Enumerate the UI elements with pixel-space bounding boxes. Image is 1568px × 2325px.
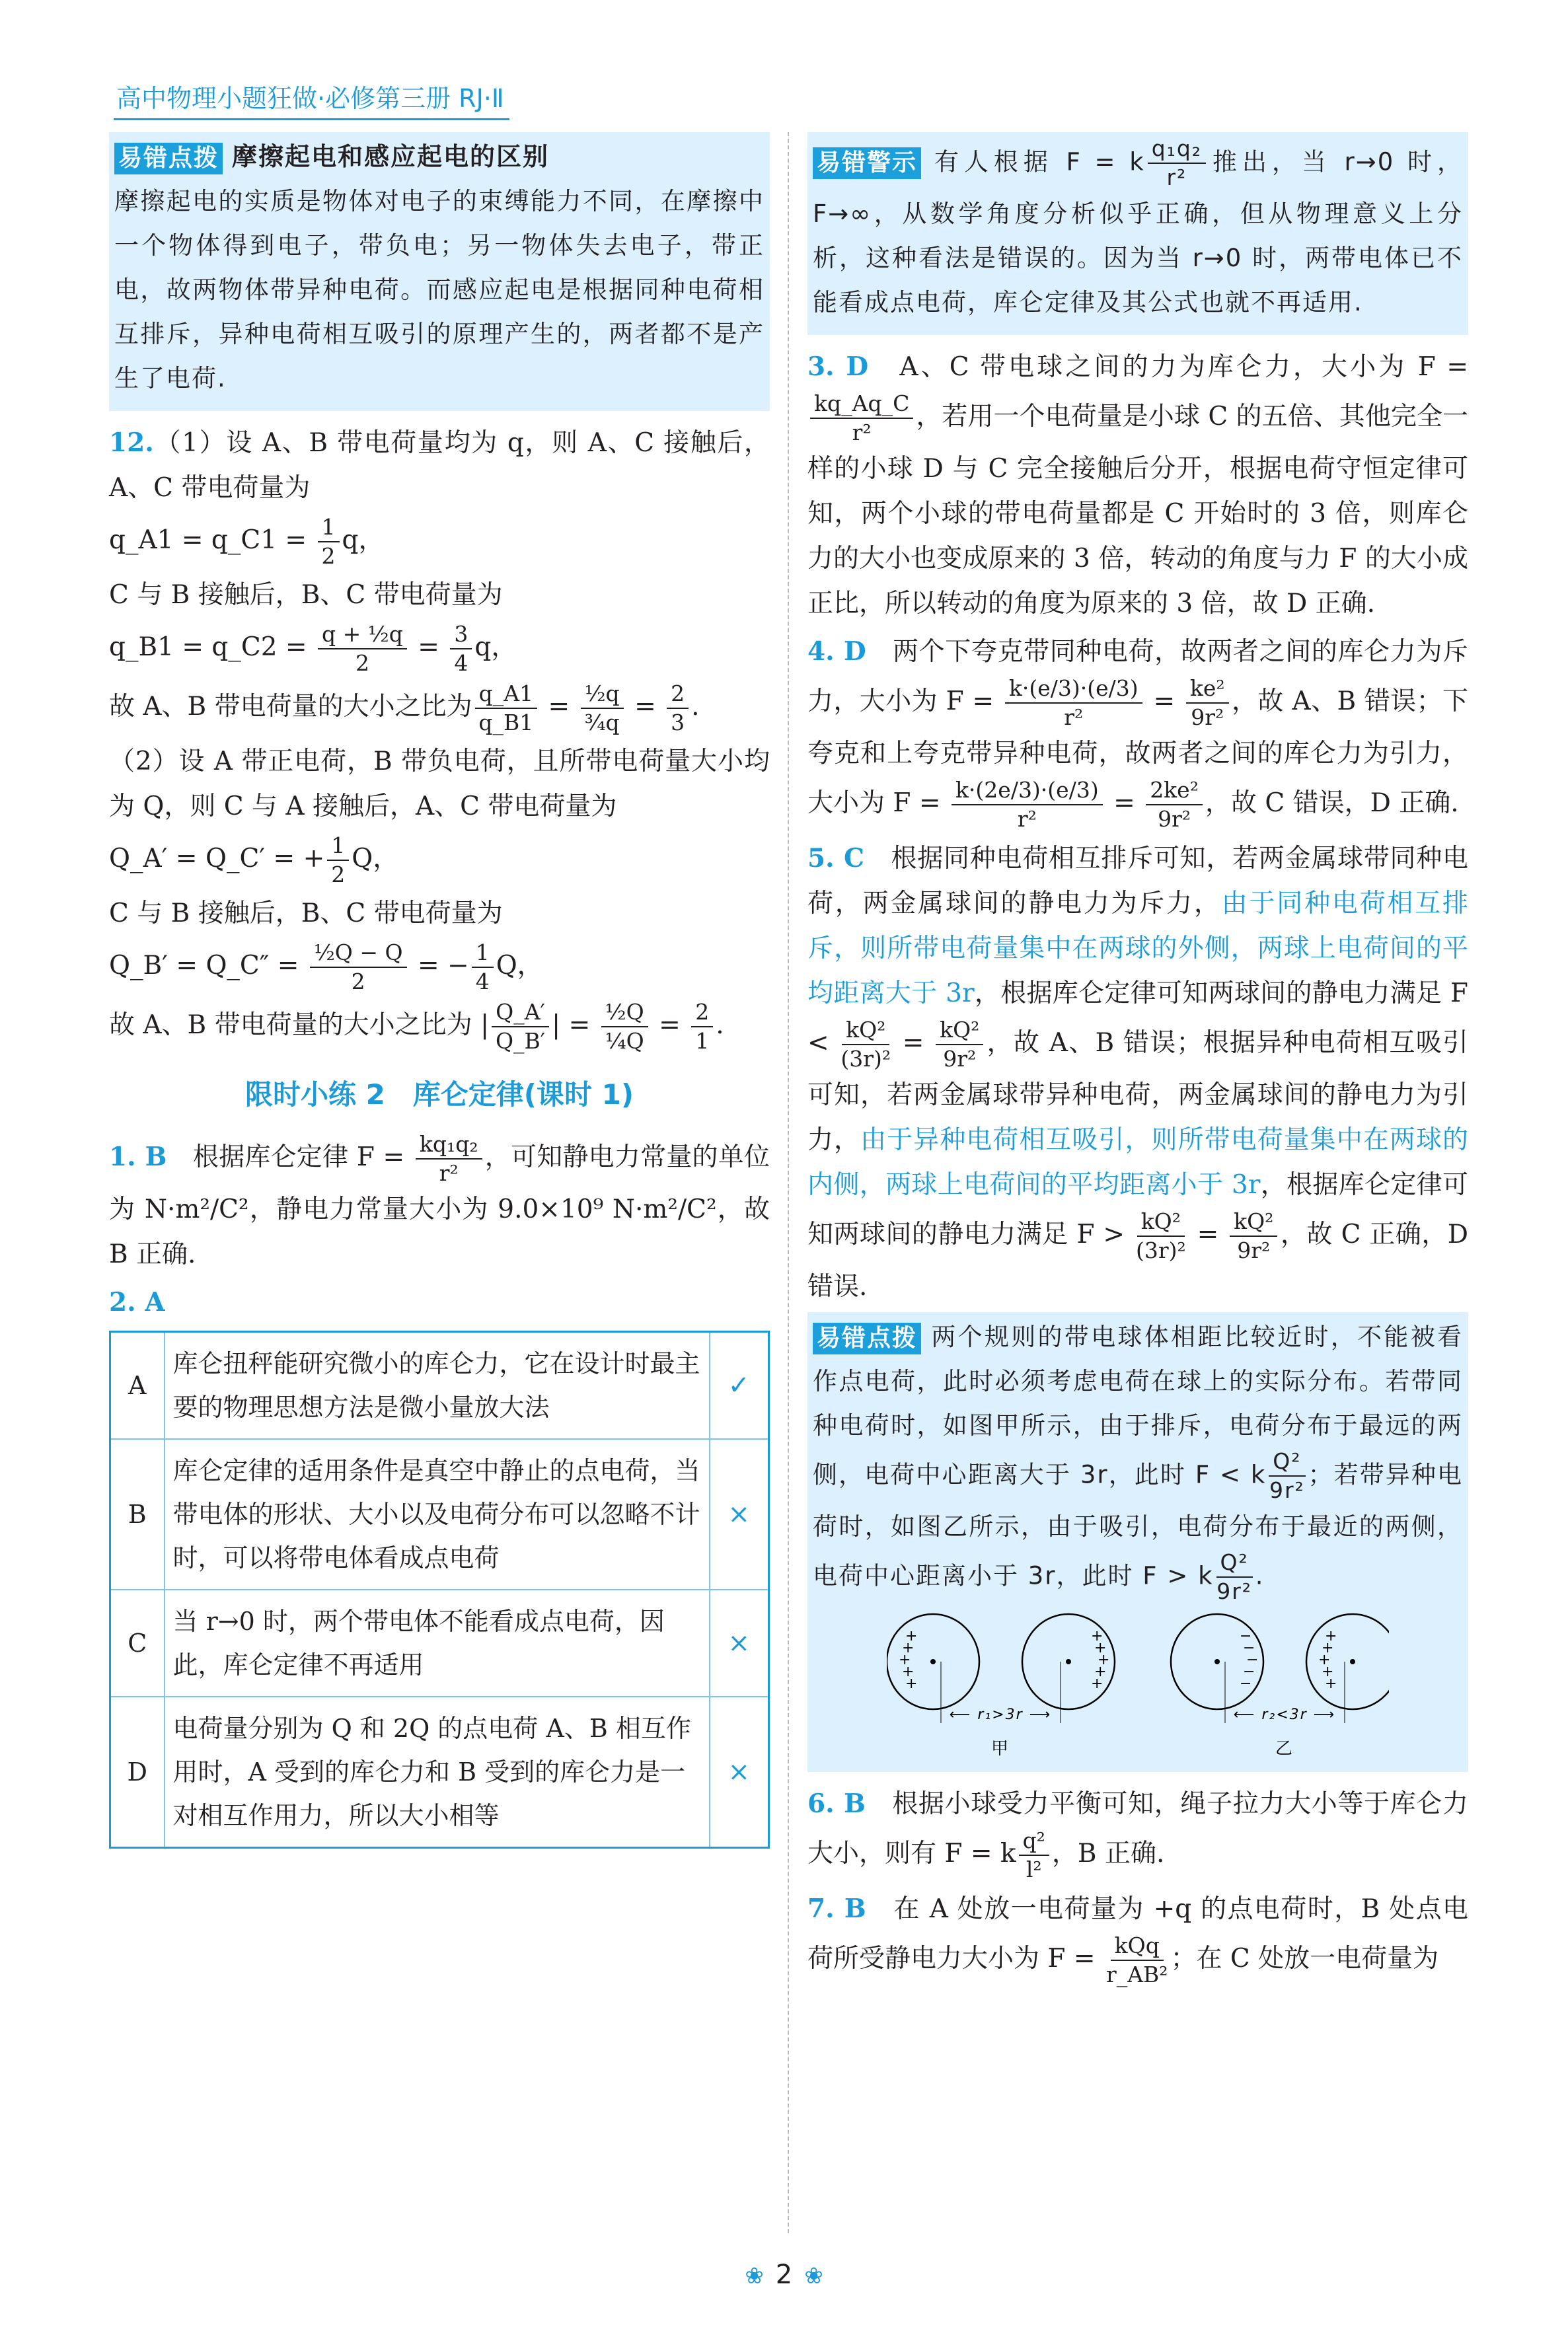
text: ；在 C 处放一电荷量为 (1170, 1944, 1439, 1974)
fraction (581, 680, 624, 737)
tip-heading (114, 135, 765, 179)
answer-label: 4. D (807, 636, 866, 667)
paragraph (109, 420, 770, 511)
fraction (840, 1016, 891, 1073)
sphere-center (1350, 1659, 1355, 1664)
column-divider (788, 132, 789, 2233)
plus-charge: + (1322, 1664, 1335, 1680)
plus-charge: + (902, 1640, 916, 1656)
figure-caption: 甲 (990, 1739, 1010, 1759)
text: C 与 B 接触后，B、C 带电荷量为 (109, 899, 503, 928)
text: 根据库仑定律 F = (167, 1142, 413, 1172)
sphere-center (930, 1659, 936, 1664)
tip-box (807, 1312, 1468, 1772)
text: q， (342, 525, 385, 555)
plus-charge: + (1322, 1640, 1335, 1656)
plus-charge: + (905, 1628, 919, 1644)
denominator: 2 (331, 862, 346, 887)
numerator: Q_A′ (492, 998, 549, 1027)
numerator: k·(2e/3)·(e/3) (952, 776, 1103, 805)
fraction (1005, 675, 1142, 731)
numerator: ½q (581, 680, 624, 709)
paragraph (109, 680, 770, 737)
text: = (893, 1028, 934, 1058)
minus-charge: − (1240, 1676, 1253, 1692)
fraction (492, 998, 549, 1055)
paragraph (109, 998, 770, 1055)
text: 在 A 处放一电荷量为 +q 的点电荷时，B 处点电荷所受静电力大小为 F = (807, 1894, 1468, 1974)
text: q_B1 = q_C2 = (109, 632, 315, 662)
denominator: 4 (454, 650, 468, 676)
numerator: kQ² (936, 1016, 983, 1045)
fraction (472, 939, 494, 996)
answer-label: 2. A (109, 1287, 165, 1317)
paragraph (114, 179, 765, 400)
fraction (310, 939, 407, 996)
numerator: kQ² (1230, 1208, 1277, 1237)
denominator: 9r² (1191, 704, 1224, 730)
text: ，故 C 正确，D 错误. (807, 1220, 1468, 1302)
text: ，故 A、B 错误；根据异种电荷相互吸引可知，若两金属球带异种电荷，两金属球间的静电力为引力， (807, 1028, 1468, 1155)
numerator: ½Q − Q (310, 939, 407, 968)
numerator: 1 (472, 939, 494, 968)
text: . (691, 692, 700, 721)
paragraph (109, 573, 770, 618)
numerator: q + ½q (318, 620, 407, 649)
paragraph (807, 629, 1468, 833)
decor-left-icon: ❀ (745, 2263, 764, 2289)
plus-charge: + (1094, 1664, 1108, 1680)
paragraph (813, 135, 1463, 324)
highlight-text: 由于异种电荷相互吸引，则所带电荷量集中在两球的内侧，两球上电荷间的平均距离小于 3r (807, 1125, 1468, 1200)
check-icon: ✓ (710, 1332, 769, 1440)
option-letter: A (110, 1332, 165, 1440)
option-letter: B (110, 1439, 165, 1590)
text: ，根据库仑定律可知两球间的静电力满足 F > (807, 1170, 1468, 1249)
denominator: r² (1166, 165, 1187, 190)
paragraph (109, 1280, 770, 1325)
text: | = (552, 1010, 599, 1040)
text: C 与 B 接触后，B、C 带电荷量为 (109, 580, 503, 610)
answer-label: 5. C (807, 843, 865, 873)
section-title: 限时小练 2 库仑定律(课时 1) (244, 1078, 634, 1111)
paragraph (109, 939, 770, 996)
text: ；若带异种电荷时，如图乙所示，由于吸引，电荷分布于最近的两侧，电荷中心距离小于 3r，此时 F > k (813, 1460, 1463, 1590)
denominator: 4 (475, 969, 490, 994)
text: 根据同种电荷相互排斥可知，若两金属球带同种电荷，两金属球间的静电力为斥力， (807, 844, 1468, 918)
numerator: kQq (1111, 1932, 1164, 1961)
fraction (318, 620, 407, 677)
text: Q， (352, 844, 399, 873)
cross-icon: × (710, 1590, 769, 1697)
page-footer (0, 2260, 1568, 2290)
text: （2）设 A 带正电荷，B 带负电荷，且所带电荷量大小均为 Q，则 C 与 A 接触后，A、C 带电荷量为 (109, 747, 770, 821)
text: 故 A、B 带电荷量的大小之比为 (109, 692, 472, 721)
sphere-center (1214, 1659, 1220, 1664)
option-analysis: 库仑扭秤能研究微小的库仑力，它在设计时最主要的物理思想方法是微小量放大法 (165, 1332, 710, 1440)
charge-distribution-diagram (887, 1612, 1389, 1764)
left-column (109, 132, 770, 1849)
text: ，故 A、B 错误；下夸克和上夸克带异种电荷，故两者之间的库仑力为引力，大小为 F = (807, 686, 1468, 818)
option-analysis: 电荷量分别为 Q 和 2Q 的点电荷 A、B 相互作用时，A 受到的库仑力和 B 受到的库仑力是一对相互作用力，所以大小相等 (165, 1697, 710, 1848)
text: （1）设 A、B 带电荷量均为 q，则 A、C 接触后，A、C 带电荷量为 (109, 428, 770, 503)
tip-title: 摩擦起电和感应起电的区别 (232, 142, 550, 171)
denominator: 9r² (1158, 806, 1191, 832)
answer-label: 6. B (807, 1789, 866, 1819)
text: 两个下夸克带同种电荷，故两者之间的库仑力为斥力，大小为 F = (807, 637, 1468, 716)
paragraph (109, 739, 770, 829)
cross-icon: × (710, 1697, 769, 1848)
denominator: (3r)² (840, 1046, 891, 1072)
text: = (1144, 686, 1183, 716)
text: ，故 C 错误，D 正确. (1205, 788, 1459, 818)
paragraph (109, 891, 770, 936)
fraction (952, 776, 1103, 833)
fraction (318, 513, 340, 570)
tip-tag: 易错警示 (813, 147, 921, 179)
running-header: 高中物理小题狂做·必修第三册 RJ·Ⅱ (114, 78, 509, 120)
numerator: k·(e/3)·(e/3) (1005, 675, 1142, 704)
numerator: kQ² (1137, 1208, 1185, 1237)
minus-charge: − (1240, 1628, 1253, 1644)
text: 有人根据 F = k (930, 147, 1145, 176)
paragraph (109, 832, 770, 889)
denominator: ¼Q (605, 1028, 644, 1054)
text: A、C 带电球之间的力为库仑力，大小为 F = (868, 352, 1468, 382)
text: Q_A′ = Q_C′ = + (109, 844, 325, 873)
fraction (1019, 1827, 1049, 1884)
text: q_A1 = q_C1 = (109, 525, 315, 555)
paragraph (813, 1315, 1463, 1605)
text: = − (409, 951, 469, 980)
paragraph (109, 1130, 770, 1277)
paragraph (807, 836, 1468, 1310)
text: Q_B′ = Q_C″ = (109, 951, 307, 980)
denominator: 2 (321, 543, 336, 569)
minus-charge: − (1243, 1640, 1257, 1656)
table-row (110, 1439, 769, 1590)
table-row (110, 1332, 769, 1440)
numerator: 2ke² (1146, 776, 1203, 805)
denominator: Q_B′ (495, 1028, 546, 1054)
paragraph (109, 620, 770, 677)
numerator: q_A1 (475, 680, 537, 709)
tip-box (109, 132, 770, 411)
denominator: ¾q (584, 710, 620, 735)
text: = (1188, 1220, 1228, 1249)
fraction (416, 1130, 482, 1187)
plus-charge: + (1098, 1652, 1111, 1668)
denominator: 9r² (1237, 1237, 1271, 1263)
plus-charge: + (1091, 1676, 1105, 1692)
denominator: q_B1 (478, 710, 534, 735)
fraction (601, 998, 648, 1055)
answer-label: 12. (109, 427, 154, 458)
answer-label: 7. B (807, 1894, 866, 1924)
numerator: Q² (1269, 1448, 1305, 1477)
paragraph (807, 1886, 1468, 1989)
text: ，可知静电力常量的单位为 N·m²/C²，静电力常量大小为 9.0×10⁹ N·m²/C²，故 B 正确. (109, 1142, 770, 1269)
tip-box (807, 132, 1468, 335)
highlight-text: 由于同种电荷相互排斥，则所带电荷量集中在两球的外侧，两球上电荷间的平均距离大于 3r (807, 889, 1468, 1008)
numerator: q₁q₂ (1148, 135, 1206, 164)
fraction (1146, 776, 1203, 833)
fraction (691, 998, 713, 1055)
text: ，若用一个电荷量是小球 C 的五倍、其他完全一样的小球 D 与 C 完全接触后分开，根据电荷守恒定律可知，两个小球的带电荷量都是 C 开始时的 3 倍，则库仑力的大小也变成原来的 3 倍，转动的角度与力 F 的大小成正比，所以转动的角度为原来的 3 倍，故 D 正确. (807, 402, 1468, 618)
text: = (540, 692, 578, 721)
fraction (1230, 1208, 1277, 1265)
minus-charge: − (1246, 1652, 1260, 1668)
fraction (667, 680, 689, 737)
text: = (626, 692, 665, 721)
numerator: kq₁q₂ (416, 1130, 482, 1160)
denominator: 9r² (1269, 1477, 1305, 1503)
numerator: 2 (667, 680, 689, 709)
plus-charge: + (1325, 1676, 1339, 1692)
fraction (327, 832, 349, 889)
denominator: 3 (671, 710, 685, 735)
denominator: r² (439, 1160, 459, 1186)
plus-charge: + (1325, 1628, 1339, 1644)
text: 推出，当 r→0 时，F→∞，从数学角度分析似乎正确，但从物理意义上分析，这种看法是错误的。因为当 r→0 时，两带电体已不能看成点电荷，库仑定律及其公式也就不再适用. (813, 147, 1463, 316)
numerator: kQ² (842, 1016, 889, 1045)
numerator: Q² (1216, 1549, 1253, 1578)
fraction (936, 1016, 983, 1073)
tip-tag: 易错点拨 (813, 1323, 921, 1354)
fraction (450, 620, 472, 677)
denominator: 1 (695, 1028, 710, 1054)
text: = (650, 1010, 689, 1040)
numerator: ½Q (601, 998, 648, 1027)
numerator: 1 (327, 832, 349, 861)
fraction (1216, 1549, 1253, 1605)
paragraph (109, 513, 770, 570)
plus-charge: + (905, 1676, 919, 1692)
figure-caption: 乙 (1275, 1739, 1294, 1759)
numerator: ke² (1186, 675, 1229, 704)
fraction (475, 680, 537, 737)
numerator: 2 (691, 998, 713, 1027)
denominator: 2 (355, 650, 369, 676)
numerator: 3 (450, 620, 472, 649)
denominator: r² (852, 420, 872, 445)
fraction (1136, 1208, 1186, 1265)
table-row (110, 1697, 769, 1848)
text: . (716, 1010, 724, 1040)
denominator: 2 (351, 969, 365, 994)
text: 两个规则的带电球体相距比较近时，不能被看作点电荷，此时必须考虑电荷在球上的实际分布。若带同种电荷时，如图甲所示，由于排斥，电荷分布于最远的两侧，电荷中心距离大于 3r，此时 F < k (813, 1323, 1463, 1489)
denominator: r_AB² (1105, 1962, 1168, 1987)
plus-charge: + (1091, 1628, 1105, 1644)
text: ，根据库仑定律可知两球间的静电力满足 F < (807, 978, 1468, 1058)
sphere-center (1066, 1659, 1071, 1664)
page-number: 2 (775, 2260, 793, 2290)
answer-label: 3. D (807, 351, 869, 382)
text: q， (474, 632, 517, 662)
plus-charge: + (899, 1652, 913, 1668)
plus-charge: + (1318, 1652, 1332, 1668)
text: 根据小球受力平衡可知，绳子拉力大小等于库仑力大小，则有 F = k (807, 1789, 1468, 1868)
cross-icon: × (710, 1439, 769, 1590)
denominator: (3r)² (1135, 1237, 1186, 1263)
fraction (1148, 135, 1206, 192)
denominator: r² (1017, 806, 1037, 832)
option-letter: C (110, 1590, 165, 1697)
distance-label: ⟵ r₂<3r ⟶ (1233, 1707, 1336, 1723)
plus-charge: + (902, 1664, 916, 1680)
paragraph (807, 344, 1468, 626)
option-letter: D (110, 1697, 165, 1848)
numerator: kq_Aq_C (810, 390, 913, 419)
numerator: 1 (318, 513, 340, 542)
text: = (409, 632, 448, 662)
table-row (110, 1590, 769, 1697)
right-column (807, 132, 1468, 1991)
tip-tag: 易错点拨 (114, 143, 223, 174)
distance-label: ⟵ r₁>3r ⟶ (949, 1707, 1052, 1723)
fraction (810, 390, 913, 447)
text: ，B 正确. (1051, 1839, 1165, 1868)
decor-right-icon: ❀ (804, 2263, 823, 2289)
denominator: l² (1026, 1857, 1042, 1882)
option-analysis: 库仑定律的适用条件是真空中静止的点电荷，当带电体的形状、大小以及电荷分布可以忽略不计时，可以将带电体看成点电荷 (165, 1439, 710, 1590)
answer-label: 1. B (109, 1142, 167, 1172)
fraction (1186, 675, 1229, 731)
fraction (1106, 1932, 1168, 1989)
text: 故 A、B 带电荷量的大小之比为 | (109, 1010, 490, 1040)
numerator: q² (1019, 1827, 1049, 1856)
option-analysis: 当 r→0 时，两个带电体不能看成点电荷，因此，库仑定律不再适用 (165, 1590, 710, 1697)
fraction (1269, 1448, 1305, 1504)
options-table (109, 1331, 770, 1849)
denominator: r² (1064, 704, 1084, 730)
minus-charge: − (1243, 1664, 1257, 1680)
denominator: 9r² (1216, 1578, 1253, 1604)
paragraph (807, 1781, 1468, 1884)
text: . (1255, 1561, 1265, 1590)
text: Q， (496, 951, 543, 980)
text: = (1105, 788, 1144, 818)
plus-charge: + (1094, 1640, 1108, 1656)
text: 摩擦起电的实质是物体对电子的束缚能力不同，在摩擦中一个物体得到电子，带负电；另一物体失去电子，带正电，故两物体带异种电荷。而感应起电是根据同种电荷相互排斥，异种电荷相互吸引的原理产生的，两者都不是产生了电荷. (114, 187, 765, 392)
denominator: 9r² (943, 1046, 977, 1072)
